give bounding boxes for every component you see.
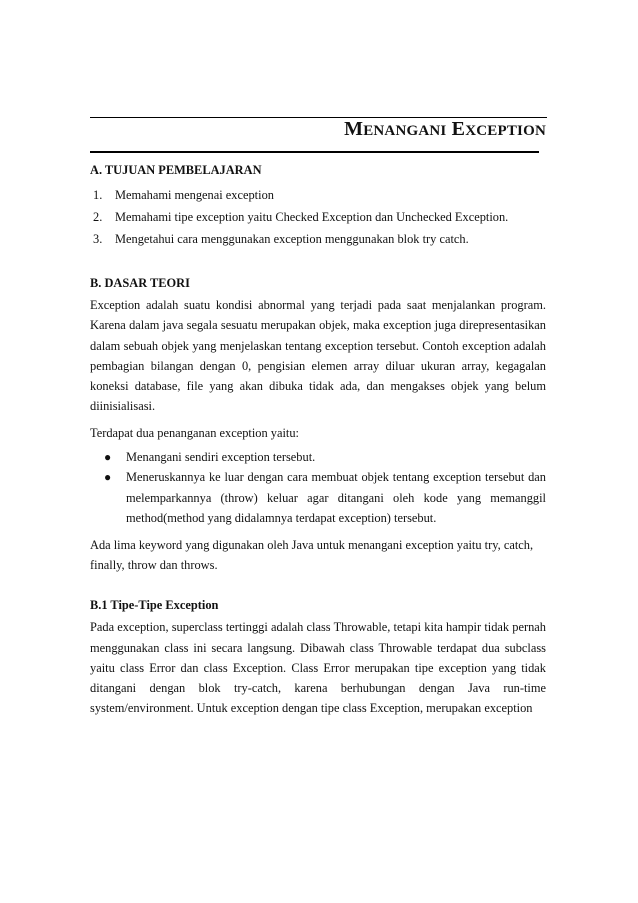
objectives-list	[90, 184, 546, 250]
section-b1-heading: B.1 Tipe-Tipe Exception	[90, 597, 219, 612]
list-item-number: 2.	[93, 209, 103, 224]
list-item	[90, 467, 546, 529]
header-rule-bottom	[90, 151, 539, 153]
bullet-icon: ●	[104, 470, 112, 485]
bullet-icon: ●	[104, 449, 112, 464]
list-item	[90, 206, 546, 228]
section-b-paragraph-2: Terdapat dua penanganan exception yaitu:	[90, 425, 299, 440]
handling-list	[90, 447, 546, 529]
section-a-heading: A. TUJUAN PEMBELAJARAN	[90, 163, 262, 177]
section-b-paragraph-3: Ada lima keyword yang digunakan oleh Java untuk menangani exception yaitu try, catch, finally, throw dan throws.	[90, 537, 534, 572]
list-item	[90, 228, 546, 250]
list-item-number: 1.	[93, 187, 103, 202]
list-item	[90, 184, 546, 206]
list-item-text: Meneruskannya ke luar dengan cara membuat objek tentang exception tersebut dan melemparkannya (throw) keluar agar ditangani oleh kode yang memanggil method(method yang didalamnya terdapat exception) tersebut.	[126, 470, 546, 526]
chapter-title-rest-2: XCEPTION	[465, 123, 546, 139]
list-item-text: Mengetahui cara menggunakan exception menggunakan blok try catch.	[115, 231, 469, 246]
list-item-text: Menangani sendiri exception tersebut.	[126, 449, 316, 464]
section-b-heading: B. DASAR TEORI	[90, 275, 190, 290]
list-item-text: Memahami mengenai exception	[115, 187, 274, 202]
chapter-title-rest-1: ENANGANI	[363, 123, 447, 139]
list-item	[90, 447, 546, 468]
document-body	[90, 160, 546, 719]
list-item-text: Memahami tipe exception yaitu Checked Exception dan Unchecked Exception.	[115, 209, 509, 224]
section-b1-paragraph: Pada exception, superclass tertinggi adalah class Throwable, tetapi kita hampir tidak pernah menggunakan class ini secara langsung. Dibawah class Throwable terdapat dua subclass yaitu class Error dan class Exception. Class Error merupakan tipe exception yang tidak ditangani dengan blok try-catch, karena berhubungan dengan Java run-time system/environment. Untuk exception dengan tipe class Exception, merupakan exception	[90, 620, 546, 716]
chapter-title-cap-1: M	[344, 118, 364, 140]
section-b-paragraph-1: Exception adalah suatu kondisi abnormal yang terjadi pada saat menjalankan program. Karena dalam java segala sesuatu merupakan objek, maka exception juga direpresentasikan dalam sebuah objek yang menjelaskan tentang exception tersebut. Contoh exception adalah pembagian bilangan dengan 0, pengisian elemen array diluar ukuran array, kegagalan koneksi database, file yang akan dibuka tidak ada, dan mengakses objek yang belum diinisialisasi.	[90, 298, 546, 414]
chapter-title-cap-2: E	[451, 118, 466, 140]
chapter-title	[344, 118, 546, 141]
list-item-number: 3.	[93, 231, 103, 246]
